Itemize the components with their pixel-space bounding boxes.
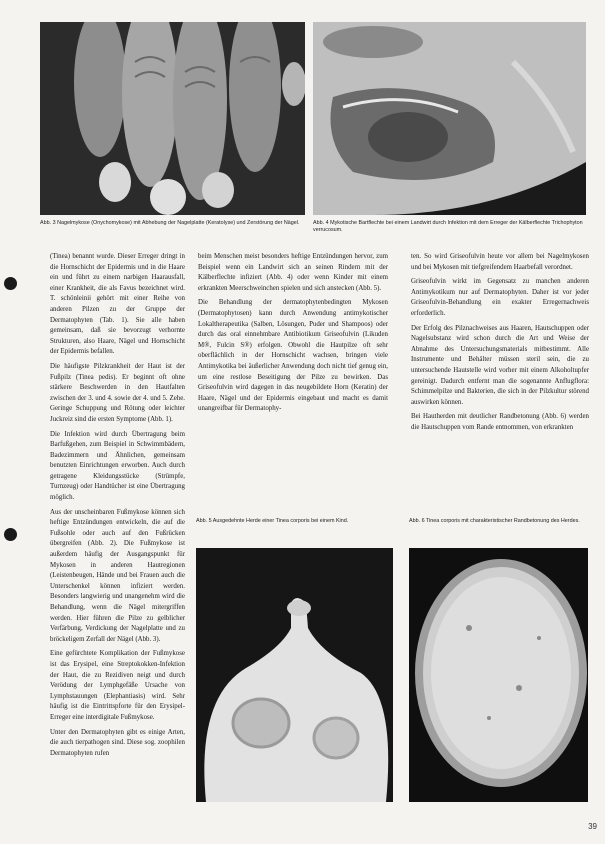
figure-caption: Abb. 5 Ausgedehnte Herde einer Tinea corporis bei einem Kind. xyxy=(196,518,349,524)
paragraph: (Tinea) benannt wurde. Dieser Erreger dringt in die Hornschicht der Epidermis und in die Haare ein und führt zu einem narbigen Haarausfall, einer Krankheit, die als Favus bezeichnet wird. T. schönleinii gehört mit einer Reihe von anderen Pilzen zu der Gruppe der Dermatophyten (Tab. 1). Sie alle haben gemeinsam, daß sie bevorzugt verhornte Strukturen, also Haare, Nägel und Hornschicht der Epidermis befallen. xyxy=(50,253,185,356)
binder-hole xyxy=(4,277,17,290)
text-column xyxy=(50,252,185,838)
paragraph: Die Infektion wird durch Übertragung beim Barfußgehen, zum Beispiel in Schwimmbädern, Badezimmern und Ähnlichen, gemeinsam benutzten Einrichtungen erworben. Auch durch getragene Kleidungsstücke (Strümpfe, Turnzeug) oder Handtücher ist eine Übertragung möglich. xyxy=(50,430,185,502)
page-number: 39 xyxy=(588,822,597,831)
paragraph: Die Behandlung der dermatophytenbedingten Mykosen (Dermatophytosen) kann durch Anwendung antimykotischer Lokaltherapeutika (Salben, Lösungen, Puder und Shampoos) oder durch das oral einnehmbare Antibiotikum Griseofulvin (Likuden M®, Fulcin S®) erfolgen. Obwohl die Hautpilze oft sehr oberflächlich in der Hornschicht wachsen, bringen viele Antimykotika bei äußerlicher Anwendung doch nicht tief genug ein, um eine restlose Beseitigung der Pilze zu bewirken. Das Griseofulvin wird dagegen in das neugebildete Horn (Keratin) der Haare, Nägel und der Epidermis eingebaut und macht es damit unangreifbar für Dermatophy- xyxy=(198,299,388,413)
paragraph: Aus der unscheinbaren Fußmykose können sich heftige Entzündungen entwickeln, die auf die Fußsohle oder auch auf den Fußrücken übergreifen (Abb. 2). Die Fußmykose ist außerdem häufig der Ausgangspunkt für Mykosen in anderen Hautregionen (Leistenbeugen, Hände und bei Frauen auch die Unterschenkel können infiziert werden. Besonders langwierig und unangenehm wird die Behandlung, wenn die Nägel mitergriffen werden. Hier führen die Pilze zu gelblicher Verfärbung, Verdickung der Nagelplatte und zu bröckeligem Zerfall der Nägel (Abb. 3). xyxy=(50,508,185,643)
binder-hole xyxy=(4,528,17,541)
figure-nail-mycosis-photo xyxy=(40,22,305,215)
figure-beard-ringworm-photo xyxy=(313,22,586,215)
figure-caption: Abb. 6 Tinea corporis mit charakteristischer Randbetonung des Herdes. xyxy=(409,518,580,524)
figure-caption: Abb. 4 Mykotische Bartflechte bei einem Landwirt durch Infektion mit dem Erreger der Kälberflechte Trichophyton verrucosum. xyxy=(313,220,583,233)
figure-tinea-child-photo xyxy=(196,548,393,802)
paragraph: Der Erfolg des Pilznachweises aus Haaren, Hautschuppen oder Nagelsubstanz wird schon durch die Art und Weise der Abnahme des Untersuchungsmaterials mitbestimmt. Alle Instrumente und Behälter müssen steril sein, die zu untersuchende Hautstelle wird vorher mit einem Alkoholtupfer gereinigt. Dadurch entfernt man die sogenannte Anflugflora: Schimmelpilze und Bakterien, die sich in der Pilzkultur störend auswirken können. xyxy=(411,324,589,406)
text-column xyxy=(411,252,589,514)
figure-caption: Abb. 3 Nagelmykose (Onychomykose) mit Abhebung der Nagelplatte (Keratolyse) und Zerstörung der Nägel. xyxy=(40,220,300,226)
paragraph: Eine gefürchtete Komplikation der Fußmykose ist das Erysipel, eine Streptokokken-Infektion der Haut, die zu Rezidiven neigt und durch Verödung der Lymphgefäße Ursache von Lymphstauungen (Elephantiasis) wird. Sehr häufig ist die Eintrittspforte für den Erysipel-Erreger eine interdigitale Fußmykose. xyxy=(50,650,185,721)
text-column xyxy=(198,252,388,514)
paragraph: beim Menschen meist besonders heftige Entzündungen hervor, zum Beispiel wenn ein Landwirt sich an seinen Rindern mit der Kälberflechte infiziert (Abb. 4) oder wenn Kinder mit einem erkrankten Meerschweinchen spielen und sich anstecken (Abb. 5). xyxy=(198,253,388,292)
figure-tinea-ring-photo xyxy=(409,548,588,802)
paragraph: Die häufigste Pilzkrankheit der Haut ist der Fußpilz (Tinea pedis). Er beginnt oft ohne stärkere Beschwerden in den Hautfalten zwischen der 3. und 4. sowie der 4. und 5. Zehe. Geringe Schuppung und Rötung oder leichter Juckreiz sind die ersten Symptome (Abb. 1). xyxy=(50,362,185,423)
paragraph: Unter den Dermatophyten gibt es einige Arten, die auch tierpathogen sind. Diese sog. zoophilen Dermatophyten rufen xyxy=(50,728,185,757)
paragraph: Griseofulvin wirkt im Gegensatz zu manchen anderen Antimykotikum nur auf Dermatophyten. Daher ist vor jeder Griseofulvin-Behandlung ein exakter Erregernachweis erforderlich. xyxy=(411,278,589,317)
paragraph: ten. So wird Griseofulvin heute vor allem bei Nagelmykosen und bei Mykosen mit tiefgreifendem Haarbefall verordnet. xyxy=(411,253,589,271)
paragraph: Bei Hautherden mit deutlicher Randbetonung (Abb. 6) werden die Hautschuppen vom Rande entnommen, von erkrankten xyxy=(411,413,589,431)
